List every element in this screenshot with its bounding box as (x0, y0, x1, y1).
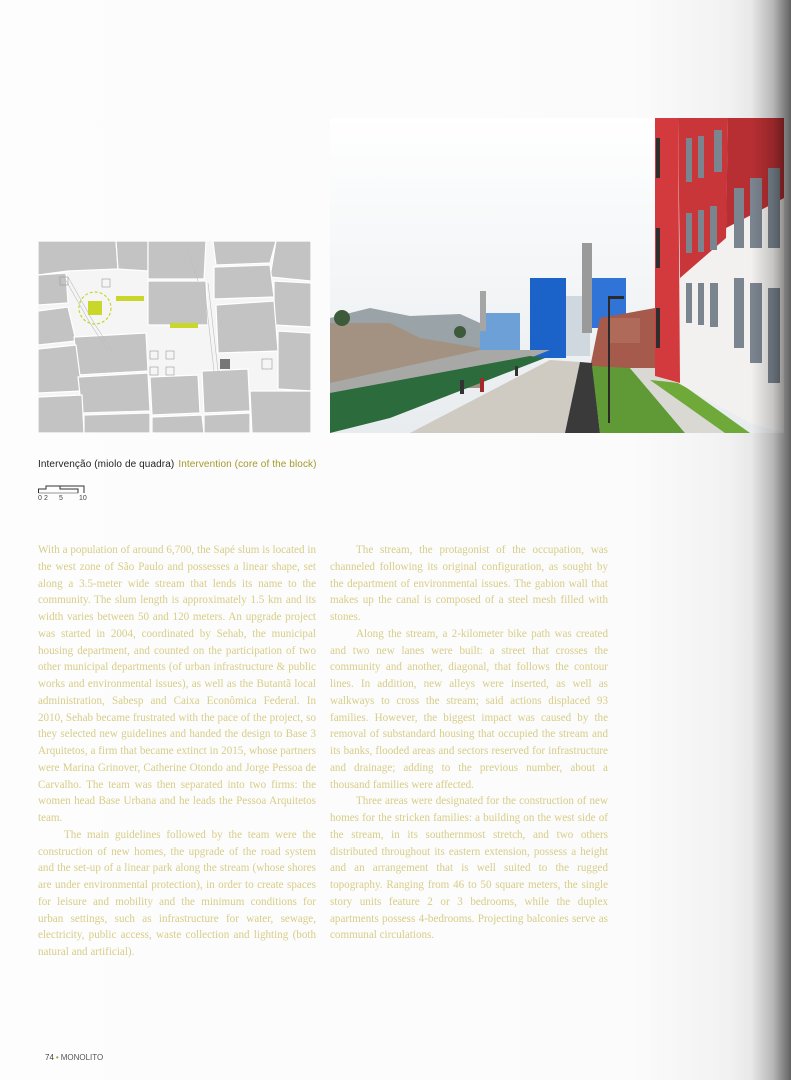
scale-label: 2 (44, 495, 48, 502)
caption-portuguese: Intervenção (miolo de quadra) (38, 459, 175, 470)
body-column-right (330, 542, 608, 944)
body-paragraph: The main guidelines followed by the team were the construction of new homes, the upgrade of the road system and the set-up of a linear park along the stream (whose shores are under environmental protection), in order to create spaces for leisure and mobility and the minimum conditions for urban settings, such as infrastructure for water, sewage, electricity, public access, waste collection and lighting (both natural and artificial). (38, 828, 316, 958)
page-number: 74 (45, 1053, 54, 1062)
scale-label: 0 (38, 495, 42, 502)
site-plan-drawing (38, 241, 311, 433)
scale-label: 10 (79, 495, 87, 502)
street-photograph (330, 118, 784, 433)
body-column-left (38, 542, 316, 961)
photo-svg (330, 118, 784, 433)
body-paragraph: The stream, the protagonist of the occupation, was channeled following its original configuration, as sought by the department of environmental issues. The gabion wall that makes up the canal is composed of a steel mesh filled with stones. (330, 544, 608, 623)
folio-bullet: • (55, 1053, 59, 1062)
site-plan-svg (38, 241, 311, 433)
figure-caption (38, 459, 317, 470)
caption-english: Intervention (core of the block) (178, 459, 317, 470)
green-bench-2 (170, 323, 198, 328)
plan-dark-square (220, 359, 230, 369)
green-bench-1 (116, 296, 144, 301)
body-paragraph: Three areas were designated for the construction of new homes for the stricken families: a building on the west side of the stream, in its southernmost stretch, and two others distributed throughout its eastern extension, possess a height and an arrangement that is well suited to the rugged topography. Ranging from 46 to 50 square meters, the single story units feature 2 or 3 bedrooms, while the duplex apartments possess 4-bedrooms. Projecting balconies serve as communal circulations. (330, 795, 608, 942)
body-paragraph: With a population of around 6,700, the Sapé slum is located in the west zone of São Paulo and possesses a linear shape, set along a 3.5-meter wide stream that lends its name to the community. The slum length is approximately 1.5 km and its width varies between 50 and 120 meters. An upgrade project was started in 2004, coordinated by Sehab, the municipal housing department, and counted on the participation of two other municipal departments (of urban infrastructure & public works and environmental issues), as well as the Butantã local administration, Sabesp and Caixa Econômica Federal. In 2010, Sehab became frustrated with the pace of the project, so they selected new guidelines and handed the design to Base 3 Arquitetos, a firm that became extinct in 2015, whose partners were Marina Grinover, Catherine Otondo and Jorge Pessoa de Carvalho. The team was then separated into two firms: the women head Base Urbana and he leads the Pessoa Arquitetos team. (38, 544, 316, 824)
courtyard-green-square (88, 301, 102, 315)
page-folio (45, 1053, 103, 1062)
body-paragraph: Along the stream, a 2-kilometer bike path was created and two new lanes were built: a street that crosses the community and another, diagonal, that follows the contour lines. In addition, new alleys were inserted, as well as walkways to cross the stream; said actions displaced 93 families. However, the biggest impact was caused by the removal of substandard housing that occupied the stream and its banks, flooded areas and sectors reserved for infrastructure and drainage; adding to the previous number, about a thousand families were affected. (330, 627, 608, 791)
publication-name: MONOLITO (60, 1053, 104, 1062)
scale-label: 5 (59, 495, 63, 502)
